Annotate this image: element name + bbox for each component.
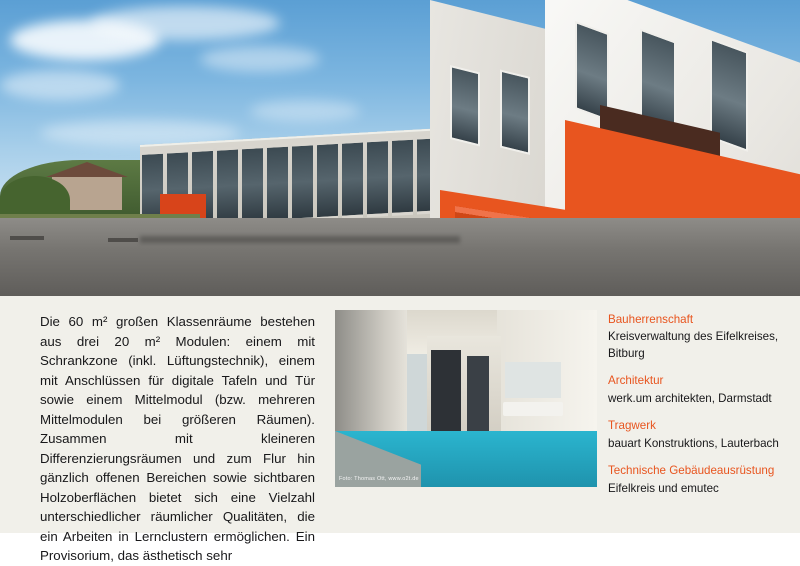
cloud bbox=[200, 46, 320, 72]
bench bbox=[108, 238, 138, 242]
window bbox=[292, 142, 313, 221]
cloud bbox=[90, 6, 280, 40]
credit-heading: Technische Gebäudeausrüstung bbox=[608, 464, 775, 478]
window bbox=[450, 65, 480, 146]
credit-heading: Tragwerk bbox=[608, 419, 656, 433]
window bbox=[267, 144, 288, 223]
window bbox=[392, 137, 413, 216]
article-body-column bbox=[40, 312, 315, 566]
sink bbox=[503, 402, 563, 416]
window bbox=[242, 145, 263, 224]
credit-value: Kreisverwaltung des Eifelkreises, Bitburg bbox=[608, 330, 779, 360]
credit-group-bauherrenschaft bbox=[608, 312, 788, 362]
door bbox=[467, 356, 489, 442]
bench bbox=[10, 236, 44, 240]
credits-column bbox=[608, 312, 788, 508]
window bbox=[342, 140, 363, 219]
credit-heading: Bauherrenschaft bbox=[608, 313, 694, 326]
window bbox=[317, 141, 338, 220]
credit-value: Eifelkreis und emutec bbox=[608, 481, 719, 495]
article-content bbox=[0, 296, 800, 564]
article-body-text: Die 60 m² großen Klassenräume bestehen aus drei 20 m² Modulen: einem mit Schrankzone (inkl. Lüftungstechnik), einem mit Anschlüssen für digitale Tafeln und Tür sowie einem Mittelmodul (bzw. mehreren Mittelmodulen bei größeren Räumen). Zusammen mit kleineren Differenzierungsräumen und zum Flur hin gänzlich offenen Bereichen sowie sichtbaren Holzoberflächen bietet sich eine Vielzahl unterschiedlicher räumlicher Qualitäten, die ein Arbeiten in Lernclustern ermöglichen. Ein Provisorium, das ästhetisch sehr bbox=[40, 314, 315, 564]
window bbox=[367, 138, 388, 217]
window bbox=[217, 147, 238, 226]
window bbox=[500, 69, 530, 154]
schoolyard-asphalt bbox=[0, 218, 800, 296]
credit-value: bauart Konstruktions, Lauterbach bbox=[608, 436, 779, 450]
credit-value: werk.um architekten, Darmstadt bbox=[608, 391, 772, 405]
credit-group-tragwerk bbox=[608, 418, 788, 452]
credit-group-technische-gebaeudeausruestung bbox=[608, 463, 788, 497]
cloud bbox=[250, 100, 360, 122]
interior-corridor-photo bbox=[335, 310, 597, 487]
photo-credit: Foto: Thomas Ott, www.o2t.de bbox=[339, 476, 419, 482]
cloud bbox=[0, 70, 120, 100]
credit-heading: Architektur bbox=[608, 374, 664, 388]
mirror bbox=[505, 362, 561, 398]
building-shadow bbox=[140, 236, 460, 243]
credit-group-architektur bbox=[608, 373, 788, 407]
